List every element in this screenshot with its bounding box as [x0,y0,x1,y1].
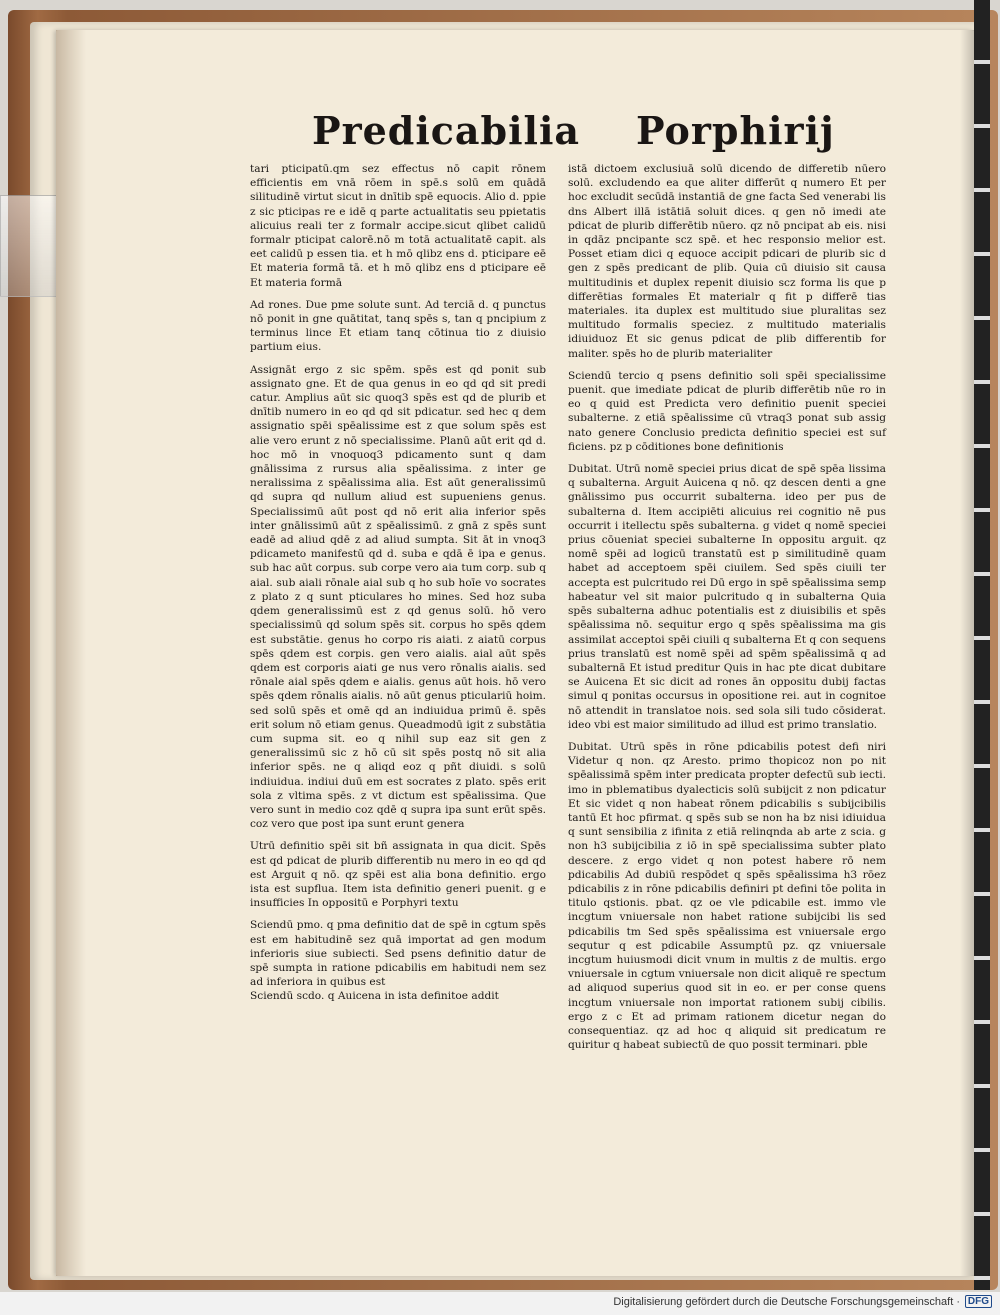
paragraph: Dubitat. Utrū spēs in rōne pdicabilis potest defi niri Videtur q non. qz Aresto. primo thopicoz non po nit spēalissimā spēm inter predicata propter defectū sub iecti. imo in pblematibus dyalecticis solū subijcit z non pdicatur Et sic videt q non habeat rōnem pdicabilis s subijcibilis tantū Et hoc pfirmat. q spēs sub se non ha bz nisi idiuidua q sunt sensibilia z ifinita z etiā relinqnda ab arte z scia. g non h3 subijcibilia z iō in spē specialissima subter plato descere. z ergo videt q non potest habere rō nem pdicabilis Ad dubiū respōdet q spēs spēalissima h3 rōez pdicabilis z in rōne pdicabilis definiri pt defini tōe polita in titulo qstionis. pbat. qz oe vle pdicabile est. immo vle incgtum vniuersale non habet ratione subijcibi lis sed pdicabilis tm Sed spēs spēalissima est vniuersale ergo sequtur q est pdicabile Assumptū pz. qz vniuersale incgtum huiusmodi dicit vnum in multis z de multis. ergo vniuersale in cgtum vniuersale non dicit aliquē re spectum ad aliquod superius quod sit in eo. er per conse quens incgtum vniuersale non importat rationem subij cibilis. ergo z c Et ad primam rationem dicetur negan do consequentiaz. qz ad hoc q aliquid sit predicatum re quiritur q habeat subiectū de quo possit terminari. pble [568,740,886,1052]
paragraph: Sciendū pmo. q pma definitio dat de spē in cgtum spēs est em habitudinē sez quā importat ad gen modum inferioris siue subiecti. Sed psens definitio datur de spē sumpta in ratione pdicabilis em habitudi nem sez ad inferiora in quibus est [250,919,546,989]
paragraph: Sciendū scdo. q Auicena in ista definitoe addit [250,990,499,1003]
paragraph: Utrū definitio spēi sit bñ assignata in qua dicit. Spēs est qd pdicat de plurib differentib nu mero in eo qd qd est Arguit q nō. qz spēi est alia bona definitio. ergo ista est supflua. Item ista definitio generi puenit. g e insufficies In oppositū e Porphyri textu [250,840,546,910]
paragraph: Sciendū tercio q psens definitio soli spēi specialissime puenit. que imediate pdicat de plurib differētib nūe ro in eo q quid est Predicta vero definitio puenit speciei subalterne. z etiā spēalissime cū vtraq3 ponat sub assig nato genere Conclusio predicta definitio speciei est suf ficiens. pz p cōditiones bone definitionis [568,369,886,453]
paragraph: Dubitat. Utrū nomē speciei prius dicat de spē spēa lissima q subalterna. Arguit Auicena q nō. qz descen denti a gne gnālissimo pus occurrit subalterna. ideo per pus de subalterna d. Item accipiēti alicuius rei cognitio nē pus occurrit i itellectu spēs subalterna. g videt q nomē speciei prius cōueniat speciei subalterne In oppositu arguit. qz nomē spēi ad logicū transtatū est p similitudinē quam habet ad acceptoem spēi ciuilem. Sed spēs ciuili ter accepta est pulcritudo rei Dū ergo in spē spēalissima semp habeatur vel sit maior pulcritudo q in subalterna Quia spēs subalterna adhuc potentialis est z diuisibilis et spēs spēalissima nō. sequitur ergo q spēs spēalissima ma gis assimilat acceptoi spēi ciuili q subalterna Et q con sequens prius translatū est nomē spēi ad spēm spēalissimā q ad subalternā Et istud preditur Quis in hac pte dicat dubitare se Auicena Et sic dicit ad rones ān oppositu dubij factas simul q ponitas occursus in opositione rei. aut in cognitoe nō attendit in translatoe nois. sed sola sili tudo cōsiderat. ideo vbi est maior similitudo ad illud est primo translatio. [568,463,886,731]
running-head-right: Porphirij [636,108,835,153]
funding-notice: Digitalisierung gefördert durch die Deutsche Forschungsgemeinschaft · [613,1296,960,1308]
paragraph: Ad rones. Due pme solute sunt. Ad terciā d. q punctus nō ponit in gne quātitat, tanq spēs s, tan q pncipium z terminus lince Et etiam tanq cōtinua tio z diuisio partium eius. [250,298,546,354]
running-head-left: Predicabilia [312,108,581,153]
text-column-left [250,162,546,1004]
dfg-logo: DFG [965,1295,992,1308]
paragraph: tari pticipatū.qm sez effectus nō capit rōnem efficientis em vnā rōem in spē.s solū em quādā silitudinē virtut sicut in dnītib spē equocis. Alio d. ppie z sic pticipas re e idē q parte actualitatis seu ppietatis alicuius reali ter z formalr accipe.sicut qlibet calidū formalr pticipat calorē.nō m totā actualitatē capit. als eet calidū p essen tia. et h mō qlibz ens d. pticipare eē Et materia formā tā. et h mō qlibz ens d pticipare eē Et materia formā [250,163,546,289]
paragraph: istā dictoem exclusiuā solū dicendo de differetib nūero solū. excludendo ea que aliter differūt q numero Et per hoc excludit secūdā instantiā de gne facta Sed venerabi lis dns Albert illā istātiā soluit dices. q gen nō imedi ate pdicat de plurib differētib nūero. qz nō pncipat ab eis. nisi in qdāz pncipante scz spē. et hec responsio melior est. Posset etiam dici q equoce accipit pdicari de plurib sic d gen z spēs predicant de plib. Quia cū diuisio sit causa multitudinis et duplex repenit diuisio scz forma lis que p differētias formales Et materialr q fit p differē tias materiales. ita duplex est multitudo siue pluralitas sez multitudo formalis speciez. z multitudo materialis idiuiduoz Et sic genus pdicat de plib differentib for maliter. spēs ho de plurib materialiter [568,163,886,360]
calibration-bar [974,0,990,1290]
text-column-right [568,162,886,1052]
page-gutter [56,30,86,1276]
paragraph: Assignāt ergo z sic spēm. spēs est qd ponit sub assignato gne. Et de qua genus in eo qd qd sit predi catur. Amplius aūt sic quoq3 spēs est qd de plurib et dnītib numero in eo qd qd sit pdicatur. sed hec q dem assignatio spēi spēalissime est z que solum spēs est alie vero erunt z nō specialissime. Planū aūt erit qd d. hoc mō in vnoquoq3 pdicamento sunt q dam gnālissima z rursus alia spēalissima. z inter ge neralissima z spēalissima alia. Est aūt generalissimū qd supra qd nullum aliud est supueniens genus. Specialissimū aūt post qd nō erit alia inferior spēs inter gnālissimū aūt z spēalissimū. z gnā z spēs sunt eadē ad aliud qdē z ad aliud sumpta. Sit āt in vnoq3 pdicameto manifestū qd d. suba e qdā ē ipa e genus. sub hac aūt corpus. sub corpe vero aia tum corp. sub q aial. sub aiali rōnale aial sub q ho sub hoīe vo socrates z plato z q sunt pticulares ho mines. Sed hoz suba qdem generalissimū est z qd genus solū. hō vero specialissimū qd solum spēs sit. corpus ho spēs qdem est substātie. genus ho corpo ris aiati. z aiatū corpus spēs qdem est corpis. gen vero aialis. aial aūt spēs qdem est corporis aiati ge nus vero rōnalis aialis. sed rōnale aial spēs qdem e aialis. genus aūt hois. hō vero spēs qdem rōnalis aialis. nō aūt genus pticulariū hoim. sed solū spēs et omē qd an indiuidua primū ē. spēs erit solum nō etiam genus. Queadmodū igit z substātia cum supma sit. eo q nihil sup eaz sit gen z generalissimū sic z hō cū sit spēs postq nō sit alia inferior spēs. ne q aliqd eoz q pñt diuidi. s solū indiuidua. indiui duū em est socrates z plato. spēs erit sola z vltima spēs. z vt dictum est spēalissima. Que vero sunt in medio coz qdē q supra ipa sunt erūt spēs. coz vero que post ipa sunt erunt genera [250,363,546,831]
footer-bar [0,1292,1000,1315]
